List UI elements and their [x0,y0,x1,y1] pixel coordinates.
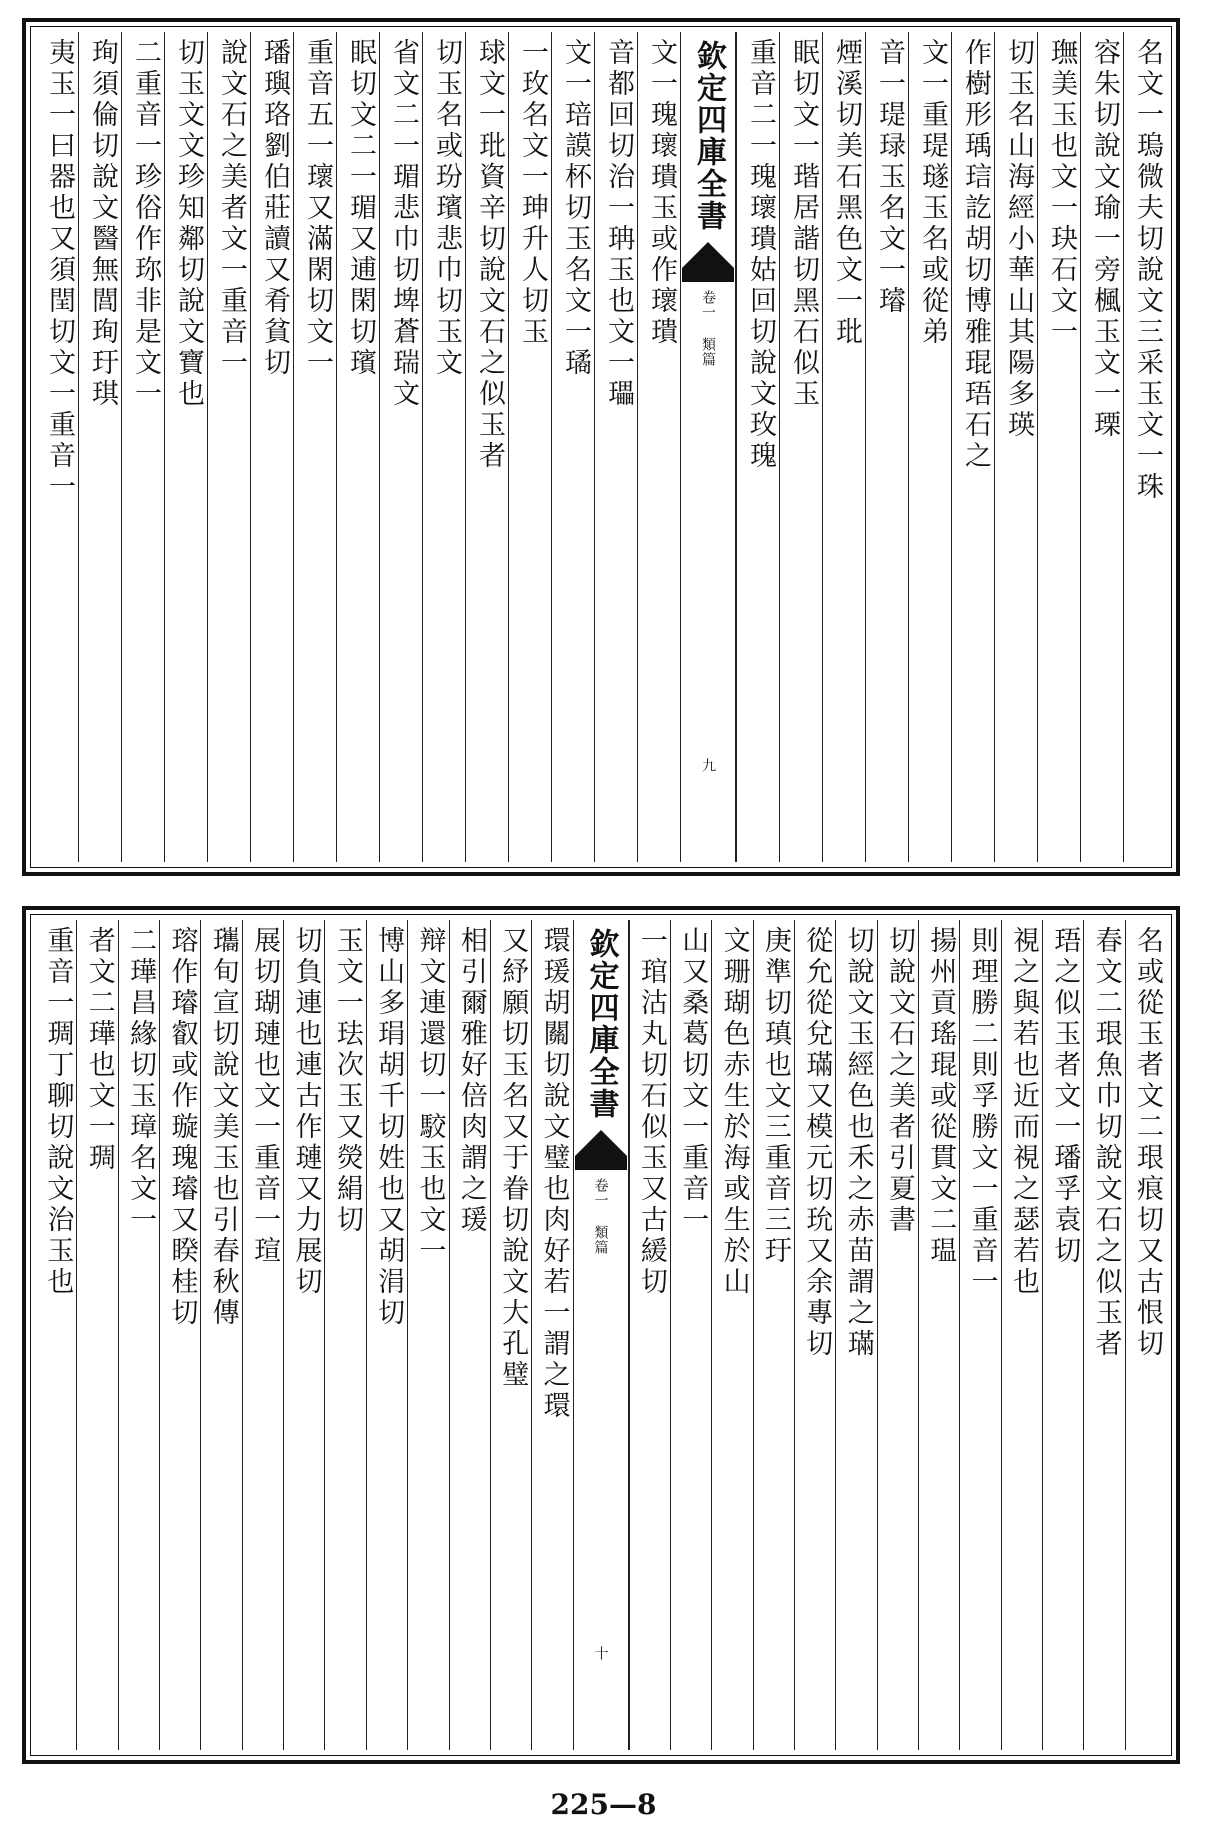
section-label: 卷一 類篇 [700,290,716,367]
section-label: 卷一 類篇 [592,1178,609,1255]
text-column: 一玫名文一珅升人切玉 [508,32,551,862]
text-column: 文一瑰瓌璝玉或作瓌璝 [637,32,680,862]
text-column: 文一琣謨杯切玉名文一璚 [551,32,594,862]
text-column: 珣須倫切說文醫無閭珣玗琪 [78,32,121,862]
text-column: 切說文石之美者引夏書 [877,920,918,1750]
text-column: 切玉文文珍知鄰切說文寶也 [164,32,207,862]
text-column: 名或從玉者文二珢痕切又古恨切 [1125,920,1166,1750]
text-column: 作樹形瑀琂訖胡切博雅琨珸石之 [951,32,994,862]
text-column: 省文二一瑂悲巾切埤蒼瑞文 [379,32,422,862]
text-column: 名文一瑦微夫切說文三采玉文一珠 [1123,32,1166,862]
text-column: 說文石之美者文一重音一 [207,32,250,862]
text-column: 者文二璍也文一琱 [76,920,117,1750]
text-column: 珸之似玉者文一璠孚袁切 [1042,920,1083,1750]
fish-tail-ornament-icon [575,1130,627,1156]
top-columns [36,32,1166,862]
text-column: 切玉名或玢璸悲巾切玉文 [422,32,465,862]
text-column: 璑美玉也文一玦石文一 [1037,32,1080,862]
text-column: 環瑗胡關切說文璧也肉好若一謂之環 [531,920,572,1750]
text-column: 切說文玉經色也禾之赤苗謂之璊 [835,920,876,1750]
folio-number: 九 [700,758,716,772]
text-column: 相引爾雅好倍肉謂之瑗 [449,920,490,1750]
page-number: 225—8 [550,1788,657,1821]
text-column: 博山多琄胡千切姓也又胡涓切 [366,920,407,1750]
text-column: 玉文一珐次玉又熒絹切 [324,920,365,1750]
text-column: 音一瑅琭玉名文一璿 [865,32,908,862]
folio-number: 十 [592,1646,609,1660]
text-column: 瓗旬宣切說文美玉也引春秋傳 [200,920,241,1750]
text-column: 二璍昌緣切玉璋名文一 [118,920,159,1750]
text-column: 揚州貢瑤琨或從貫文二瑥 [918,920,959,1750]
text-column: 山又桑葛切文一重音一 [670,920,711,1750]
text-column: 則理勝二則孚勝文一重音一 [959,920,1000,1750]
text-column: 容朱切說文瑜一旁楓玉文一瑮 [1080,32,1123,862]
text-column: 重音五一瓌又滿閑切文一 [293,32,336,862]
text-column: 辩文連還切一駮玉也文一 [407,920,448,1750]
book-title: 欽定四庫全書 [583,928,619,1120]
fish-tail-bar-icon [682,268,734,282]
text-column: 從允從兌璊又模元切玧又余專切 [794,920,835,1750]
text-column: 又紓願切玉名又于眷切說文大孔璧 [490,920,531,1750]
text-column: 球文一玭資辛切說文石之似玉者 [465,32,508,862]
text-column: 璠璵珞劉伯莊讀又肴貧切 [250,32,293,862]
text-column: 二重音一珍俗作珎非是文一 [121,32,164,862]
text-column: 庚準切瑱也文三重音三玗 [753,920,794,1750]
text-column: 夷玉一曰器也又須閏切文一重音一 [44,38,75,503]
text-column: 文珊瑚色赤生於海或生於山 [711,920,752,1750]
text-column: 一琯沽丸切石似玉又古緩切 [629,920,670,1750]
fish-tail-ornament-icon [682,242,734,268]
text-column: 煙溪切美石黑色文一玭 [822,32,865,862]
text-column: 音都回切治一珃玉也文一瓃 [594,32,637,862]
text-column: 重音二一瑰瓌璝姑回切說文玫瑰 [736,32,779,862]
text-column: 重音一琱丁聊切說文治玉也 [42,926,74,1298]
text-column: 眠切文二一瑂又逋閑切璸 [336,32,379,862]
text-column: 展切瑚璉也文一重音一瑄 [242,920,283,1750]
bottom-page-panel [22,906,1180,1764]
text-column: 眠切文一瑎居諧切黑石似玉 [779,32,822,862]
book-title: 欽定四庫全書 [691,40,726,232]
bottom-columns [36,920,1166,1750]
text-column: 文一重瑅璲玉名或從弟 [908,32,951,862]
center-fold-column [573,920,629,1750]
text-column: 切負連也連古作璉又力展切 [283,920,324,1750]
text-column: 切玉名山海經小華山其陽多瑛 [994,32,1037,862]
text-column: 瑢作璿叡或作璇瑰璿又睽桂切 [159,920,200,1750]
text-column: 視之與若也近而視之瑟若也 [1001,920,1042,1750]
fish-tail-bar-icon [575,1156,627,1170]
center-fold-column [680,32,736,862]
text-column: 春文二珢魚巾切說文石之似玉者 [1083,920,1124,1750]
top-page-panel [22,18,1180,876]
